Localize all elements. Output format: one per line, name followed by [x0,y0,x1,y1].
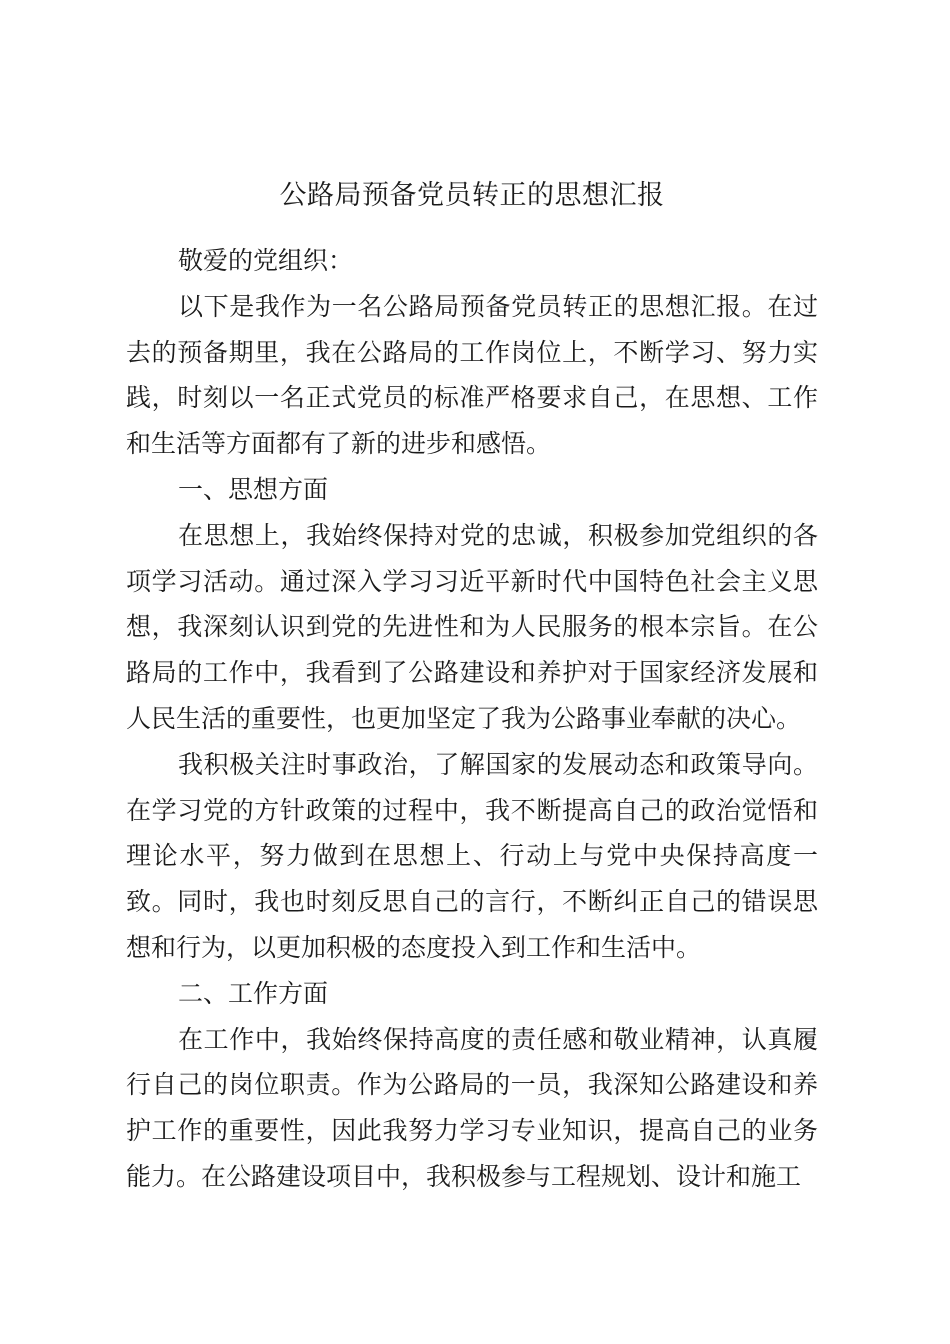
thought-paragraph-2: 我积极关注时事政治，了解国家的发展动态和政策导向。在学习党的方针政策的过程中，我不断提高自己的政治觉悟和理论水平，努力做到在思想上、行动上与党中央保持高度一致。同时，我也时刻反思自己的言行，不断纠正自己的错误思想和行为，以更加积极的态度投入到工作和生活中。 [126,749,818,962]
document-body [126,172,818,1200]
work-paragraph-1: 在工作中，我始终保持高度的责任感和敬业精神，认真履行自己的岗位职责。作为公路局的一员，我深知公路建设和养护工作的重要性，因此我努力学习专业知识，提高自己的业务能力。在公路建设项目中，我积极参与工程规划、设计和施工 [126,1024,818,1191]
document-title: 公路局预备党员转正的思想汇报 [279,180,665,211]
salutation: 敬爱的党组织： [178,246,354,275]
thought-paragraph-1: 在思想上，我始终保持对党的忠诚，积极参加党组织的各项学习活动。通过深入学习习近平新时代中国特色社会主义思想，我深刻认识到党的先进性和为人民服务的根本宗旨。在公路局的工作中，我看到了公路建设和养护对于国家经济发展和人民生活的重要性，也更加坚定了我为公路事业奉献的决心。 [126,520,818,733]
intro-paragraph: 以下是我作为一名公路局预备党员转正的思想汇报。在过去的预备期里，我在公路局的工作岗位上，不断学习、努力实践，时刻以一名正式党员的标准严格要求自己，在思想、工作和生活等方面都有了新的进步和感悟。 [126,291,818,459]
section-heading-thought: 一、思想方面 [178,474,329,504]
section-heading-work: 二、工作方面 [178,978,329,1008]
